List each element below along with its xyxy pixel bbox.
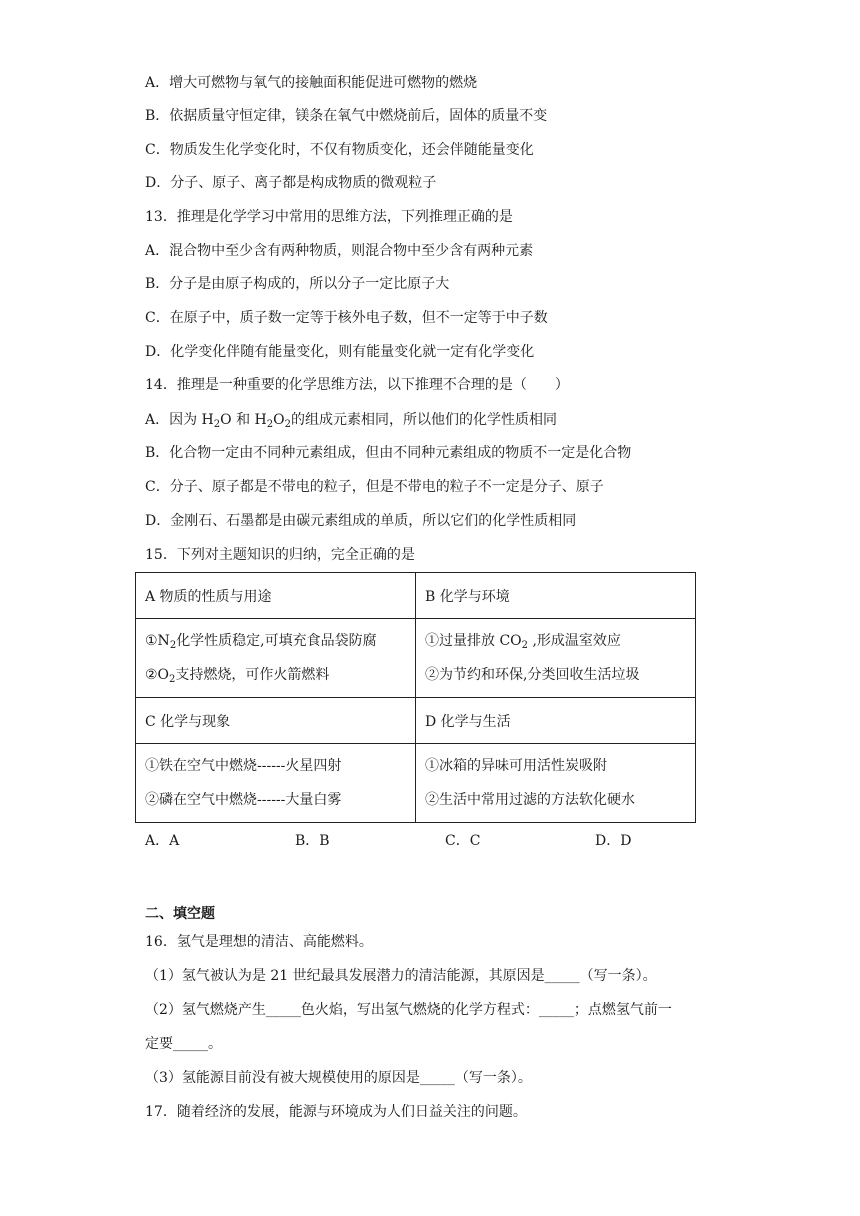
table-d-line-1: ①冰箱的异味可用活性炭吸附 <box>425 758 607 774</box>
table-d-line-2: ②生活中常用过滤的方法软化硬水 <box>425 792 635 808</box>
table-c-line-1: ①铁在空气中燃烧------火星四射 <box>145 758 342 774</box>
table-cell-d-body <box>416 744 696 823</box>
q16-part-2-line-2: 定要_____。 <box>145 1036 222 1052</box>
q15-option-a: A．A <box>145 833 180 849</box>
q14-stem: 14．推理是一种重要的化学思维方法，以下推理不合理的是（ ） <box>145 377 569 393</box>
q15-option-c: C．C <box>445 833 481 849</box>
q13-option-d: D．化学变化伴随有能量变化，则有能量变化就一定有化学变化 <box>145 344 535 360</box>
q16-part-3: （3）氢能源目前没有被大规模使用的原因是_____（写一条）。 <box>145 1070 532 1086</box>
q12-option-b: B．依据质量守恒定律，镁条在氧气中燃烧前后，固体的质量不变 <box>145 108 548 124</box>
q16-part-2-line-1: （2）氢气燃烧产生_____色火焰，写出氢气燃烧的化学方程式：_____；点燃氢气前一 <box>145 1002 672 1018</box>
q14-option-b: B．化合物一定由不同种元素组成，但由不同种元素组成的物质不一定是化合物 <box>145 445 632 461</box>
section-title-fill-in: 二、填空题 <box>145 906 215 922</box>
q12-option-d: D．分子、原子、离子都是构成物质的微观粒子 <box>145 175 437 191</box>
table-cell-c-body <box>136 744 416 823</box>
table-cell-c-header: C 化学与现象 <box>136 698 416 744</box>
table-cell-a-body <box>136 619 416 698</box>
table-a-line-2: $②O_2$支持燃烧，可作火箭燃料 <box>145 667 330 685</box>
q15-knowledge-table <box>135 572 696 823</box>
table-cell-b-header: B 化学与环境 <box>416 573 696 619</box>
q17-stem: 17．随着经济的发展，能源与环境成为人们日益关注的问题。 <box>145 1104 527 1120</box>
q15-option-d: D．D <box>595 833 632 849</box>
q15-option-b: B．B <box>295 833 330 849</box>
table-cell-a-header: A 物质的性质与用途 <box>136 573 416 619</box>
q16-stem: 16．氢气是理想的清洁、高能燃料。 <box>145 934 373 950</box>
q13-option-c: C．在原子中，质子数一定等于核外电子数，但不一定等于中子数 <box>145 310 548 326</box>
table-cell-d-header: D 化学与生活 <box>416 698 696 744</box>
q13-stem: 13．推理是化学学习中常用的思维方法，下列推理正确的是 <box>145 209 513 225</box>
table-c-line-2: ②磷在空气中燃烧------大量白雾 <box>145 792 342 808</box>
q12-option-a: A．增大可燃物与氧气的接触面积能促进可燃物的燃烧 <box>145 75 478 91</box>
table-b-line-2: ②为节约和环保,分类回收生活垃圾 <box>425 667 640 683</box>
q13-option-b: B．分子是由原子构成的，所以分子一定比原子大 <box>145 276 450 292</box>
table-b-line-1: ①过量排放 $CO_2$ ,形成温室效应 <box>425 633 621 651</box>
q16-part-1: （1）氢气被认为是 21 世纪最具发展潜力的清洁能源，其原因是_____（写一条）。 <box>145 968 657 984</box>
q15-stem: 15．下列对主题知识的归纳，完全正确的是 <box>145 547 415 563</box>
table-cell-b-body <box>416 619 696 698</box>
q12-option-c: C．物质发生化学变化时，不仅有物质变化，还会伴随能量变化 <box>145 142 534 158</box>
q13-option-a: A．混合物中至少含有两种物质，则混合物中至少含有两种元素 <box>145 243 534 259</box>
table-a-line-1: $①N_2$化学性质稳定,可填充食品袋防腐 <box>145 633 377 651</box>
q14-option-c: C．分子、原子都是不带电的粒子，但是不带电的粒子不一定是分子、原子 <box>145 479 604 495</box>
q14-option-a: A．因为 $H_2O$ 和 $H_2O_2$的组成元素相同，所以他们的化学性质相同 <box>145 412 557 430</box>
q14-option-d: D．金刚石、石墨都是由碳元素组成的单质，所以它们的化学性质相同 <box>145 513 577 529</box>
